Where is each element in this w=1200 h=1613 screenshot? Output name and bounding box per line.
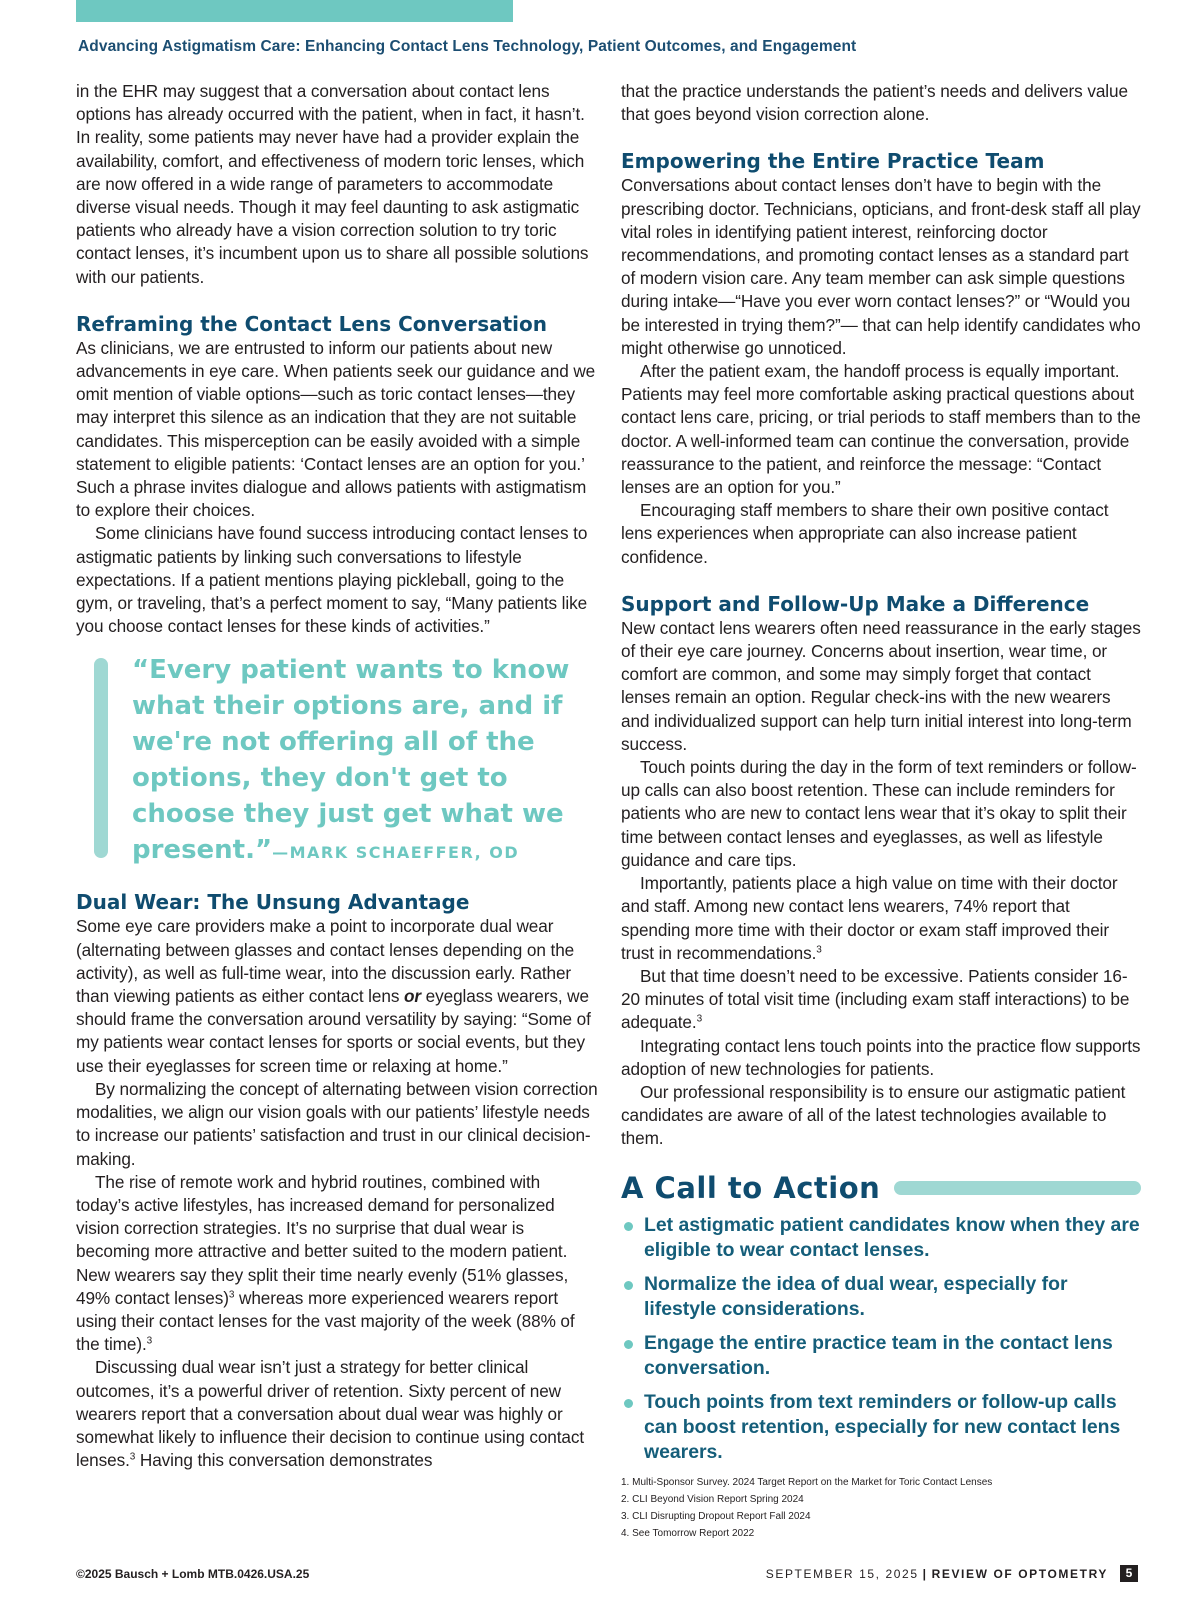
footer-date: SEPTEMBER 15, 2025 [765,1566,919,1581]
citation-sup: 3 [228,1288,235,1300]
support-paragraph-5: Integrating contact lens touch points into the practice flow supports adoption of new technologies for patients. [621,1035,1141,1079]
reframing-paragraph-1: As clinicians, we are entrusted to inform our patients about new advancements in eye care. When patients seek our guidance and we omit mention of viable options—such as toric contact lenses—they may interpret this silence as an indication that they are not suitable candidates. This misperception can be easily avoided with a simple statement to eligible patients: ‘Contact lenses are an option for you.’ Such a phrase invites dialogue and allows patients with astigmatism to explore their choices. [76,337,596,521]
continued-paragraph: that the practice understands the patient’s needs and delivers value that goes beyond vision correction alone. [621,81,1128,125]
call-to-action-title: A Call to Action [621,1170,881,1205]
call-to-action-item: Let astigmatic patient candidates know when they are eligible to wear contact lenses. [621,1213,1141,1263]
team-paragraph-2: After the patient exam, the handoff process is equally important. Patients may feel more comfortable asking practical questions about contact lens care, pricing, or trial periods to staff members than to the doctor. A well-informed team can continue the conversation, provide reassurance to the patient, and reinforce the message: “Contact lenses are an option for you.” [621,361,1141,498]
pull-quote-body: “Every patient wants to know what their options are, and if we're not offering all of the options, they don't get to choose they just get what we present.” [132,655,570,866]
call-to-action-item: Normalize the idea of dual wear, especially for lifestyle considerations. [621,1272,1141,1322]
reference-item: 2. CLI Beyond Vision Report Spring 2024 [621,1493,804,1505]
references [621,1474,1141,1542]
citation-sup: 3 [146,1335,153,1347]
dual-wear-heading: Dual Wear: The Unsung Advantage [76,890,470,915]
reference-item: 3. CLI Disrupting Dropout Report Fall 2024 [621,1510,811,1522]
reference-item: 4. See Tomorrow Report 2022 [621,1527,755,1539]
support-paragraph-6: Our professional responsibility is to ensure our astigmatic patient candidates are aware of all of the latest technologies available to them. [621,1081,1126,1149]
team-paragraph-3: Encouraging staff members to share their own positive contact lens experiences when appropriate can also increase patient confidence. [621,500,1109,567]
call-to-action-item: Touch points from text reminders or follow-up calls can boost retention, especially for new contact lens wearers. [621,1390,1141,1465]
support-paragraph-4: But that time doesn’t need to be excessive. Patients consider 16-20 minutes of total visit time (including exam staff interactions) to be adequate.$^3$ [621,965,1130,1033]
team-paragraph-1: Conversations about contact lenses don’t have to begin with the prescribing doctor. Technicians, opticians, and front-desk staff all play vital roles in identifying patient interest, reinforcing doctor recommendations, and promoting contact lenses as a standard part of modern vision care. Any team member can ask simple questions during intake—“Have you ever worn contact lenses?” or “Would you be interested in trying them?”— that can help identify candidates who might otherwise go unnoticed. [621,175,1141,358]
support-paragraph-1: New contact lens wearers often need reassurance in the early stages of their eye care journey. Concerns about insertion, wear time, or comfort are common, and some may simply forget that contact lenses remain an option. Regular check-ins with the new wearers and individualized support can help turn initial interest into long-term success. [621,617,1141,754]
call-to-action-rule [894,1181,1141,1195]
call-to-action-item: Engage the entire practice team in the contact lens conversation. [621,1331,1141,1381]
reference-item: 1. Multi-Sponsor Survey. 2024 Target Report on the Market for Toric Contact Lenses [621,1476,993,1488]
pull-quote-bar [94,658,108,858]
bullet-dot-icon [624,1340,633,1349]
call-to-action-list [621,1213,1141,1465]
call-to-action-header [621,1171,1141,1205]
citation-sup: 3 [129,1451,136,1463]
reframing-heading: Reframing the Contact Lens Conversation [76,311,547,336]
team-heading: Empowering the Entire Practice Team [621,149,1045,174]
dual-wear-paragraph-4: Discussing dual wear isn’t just a strategy for better clinical outcomes, it’s a powerful driver of retention. Sixty percent of new wearers report that a conversation about dual wear was highly or somewhat likely to influence their decision to continue using contact lenses.$^3$ Having this conversation demonstrates [76,1357,585,1471]
page-number: 5 [1120,1565,1138,1582]
intro-paragraph: in the EHR may suggest that a conversation about contact lens options has already occurred with the patient, when in fact, it hasn’t. In reality, some patients may never have had a provider explain the availability, comfort, and effectiveness of modern toric lenses, which are now offered in a wide range of parameters to accommodate diverse visual needs. Though it may feel daunting to ask astigmatic patients who already have a vision correction solution to try toric contact lenses, it’s incumbent upon us to share all possible solutions with our patients. [76,81,589,287]
footer-publication-name: REVIEW OF OPTOMETRY [931,1566,1108,1581]
citation-sup: 3 [696,1013,703,1025]
support-heading: Support and Follow-Up Make a Difference [621,591,1090,616]
dual-wear-paragraph-3: The rise of remote work and hybrid routines, combined with today’s active lifestyles, has increased demand for personalized vision correction strategies. It’s no surprise that dual wear is becoming more attractive and better suited to the modern patient. New wearers say they split their time nearly evenly (51% glasses, 49% contact lenses)$^3$ whereas more experienced wearers report using their contact lenses for the vast majority of the week (88% of the time).$^3$ [76,1171,575,1355]
pull-quote [94,652,598,871]
running-head: Advancing Astigmatism Care: Enhancing Contact Lens Technology, Patient Outcomes, and Engagement [78,38,857,55]
dual-wear-paragraph-2: By normalizing the concept of alternating between vision correction modalities, we align our vision goals with our patients’ lifestyle needs to increase our patients’ satisfaction and trust in our clinical decision-making. [76,1078,598,1169]
left-column [76,80,598,1472]
citation-sup: 3 [816,943,822,955]
pull-quote-attribution: —MARK SCHAEFFER, OD [272,843,520,863]
bullet-dot-icon [624,1399,633,1408]
bullet-dot-icon [624,1281,633,1290]
top-accent-bar [76,0,513,22]
footer-publication [766,1565,1138,1582]
pull-quote-text [132,652,598,871]
support-paragraph-3: Importantly, patients place a high value on time with their doctor and staff. Among new contact lens wearers, 74% report that spending more time with their doctor or exam staff improved their trust in recommendations.$^3$ [621,873,1118,963]
dual-wear-paragraph-1: Some eye care providers make a point to incorporate dual wear (alternating between glasses and contact lenses depending on the activity), as well as full-time wear, into the discussion early. Rather than viewing patients as either contact lens or eyeglass wearers, we should frame the conversation around versatility by saying: “Some of my patients wear contact lenses for sports or social events, but they use their eyeglasses for screen time or relaxing at home.” [76,916,591,1076]
footer-copyright: ©2025 Bausch + Lomb MTB.0426.USA.25 [76,1567,310,1581]
bullet-dot-icon [624,1222,633,1231]
reframing-paragraph-2: Some clinicians have found success introducing contact lenses to astigmatic patients by linking such conversations to lifestyle expectations. If a patient mentions playing pickleball, going to the gym, or traveling, that’s a perfect moment to say, “Many patients like you choose contact lenses for these kinds of activities.” [76,523,588,637]
emphasis-or: or [404,986,421,1007]
footer-separator: | [922,1566,928,1581]
right-column [621,80,1141,1542]
support-paragraph-2: Touch points during the day in the form of text reminders or follow-up calls can also boost retention. These can include reminders for patients who are new to contact lens wear that it’s okay to split their time between contact lenses and eyeglasses, as well as lifestyle guidance and care tips. [621,757,1137,870]
